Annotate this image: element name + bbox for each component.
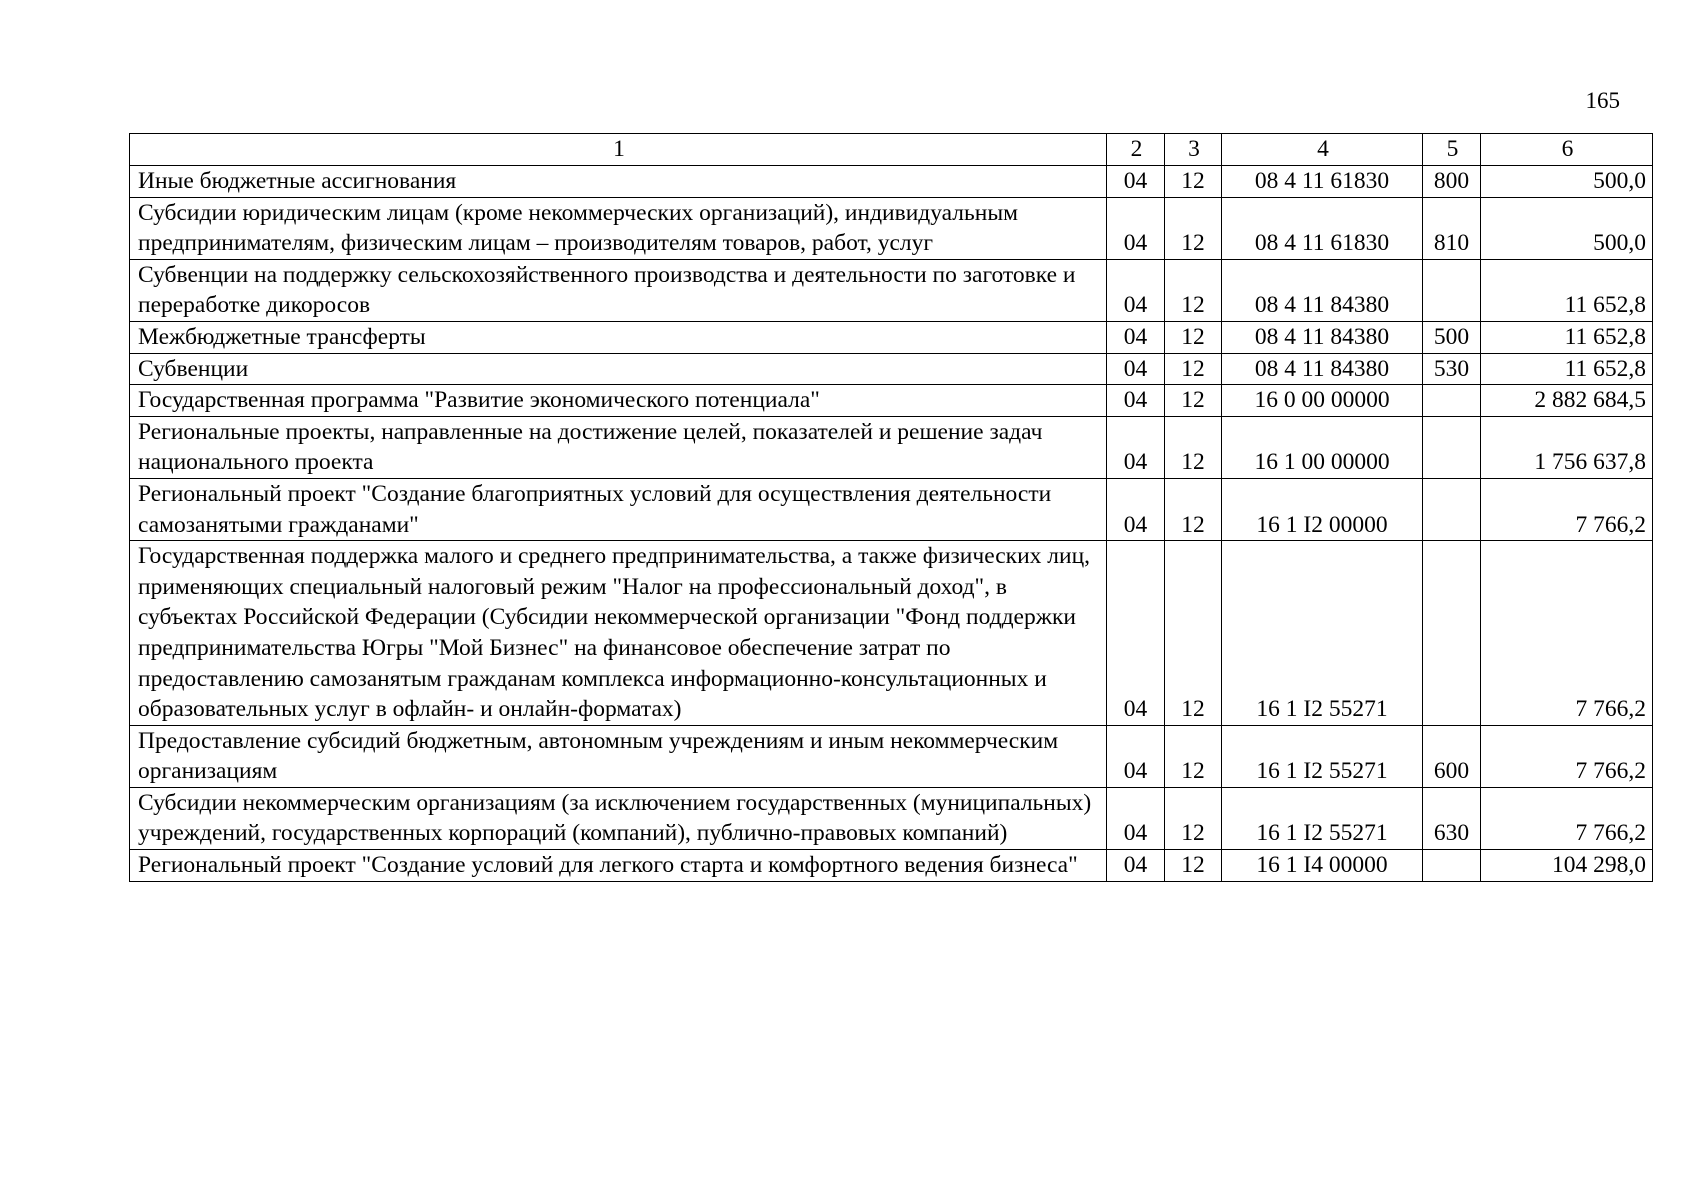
row-section: 04 [1107,321,1165,353]
row-expense-type [1423,385,1481,417]
row-amount: 1 756 637,8 [1481,416,1653,478]
row-amount: 500,0 [1481,197,1653,259]
row-section: 04 [1107,787,1165,849]
row-expense-type: 600 [1423,725,1481,787]
budget-table [129,133,1653,882]
table-row [130,541,1653,726]
row-expense-type: 500 [1423,321,1481,353]
row-amount: 11 652,8 [1481,259,1653,321]
row-expense-type [1423,259,1481,321]
row-section: 04 [1107,385,1165,417]
row-target: 16 1 I4 00000 [1222,850,1423,882]
row-section: 04 [1107,353,1165,385]
row-section: 04 [1107,197,1165,259]
row-target: 16 0 00 00000 [1222,385,1423,417]
column-header-expense-type: 5 [1423,134,1481,166]
table-row [130,416,1653,478]
row-amount: 500,0 [1481,166,1653,198]
row-name: Государственная программа "Развитие экономического потенциала" [130,385,1107,417]
table-row [130,197,1653,259]
table-row [130,259,1653,321]
table-row [130,353,1653,385]
row-subsection: 12 [1165,259,1222,321]
table-row [130,478,1653,540]
row-expense-type: 630 [1423,787,1481,849]
row-amount: 2 882 684,5 [1481,385,1653,417]
row-expense-type: 800 [1423,166,1481,198]
row-target: 08 4 11 61830 [1222,197,1423,259]
column-header-amount: 6 [1481,134,1653,166]
column-header-name: 1 [130,134,1107,166]
row-subsection: 12 [1165,850,1222,882]
row-target: 16 1 I2 55271 [1222,541,1423,726]
row-section: 04 [1107,416,1165,478]
row-section: 04 [1107,541,1165,726]
row-section: 04 [1107,478,1165,540]
row-name: Иные бюджетные ассигнования [130,166,1107,198]
column-header-target: 4 [1222,134,1423,166]
row-target: 16 1 I2 55271 [1222,725,1423,787]
row-subsection: 12 [1165,725,1222,787]
row-target: 08 4 11 84380 [1222,321,1423,353]
table-row [130,321,1653,353]
row-name: Субвенции на поддержку сельскохозяйственного производства и деятельности по заготовке и переработке дикоросов [130,259,1107,321]
row-amount: 11 652,8 [1481,353,1653,385]
row-name: Субсидии некоммерческим организациям (за исключением государственных (муниципальных) учреждений, государственных корпораций (компаний), публично-правовых компаний) [130,787,1107,849]
row-target: 08 4 11 84380 [1222,353,1423,385]
row-subsection: 12 [1165,166,1222,198]
row-section: 04 [1107,850,1165,882]
row-amount: 104 298,0 [1481,850,1653,882]
page-number: 165 [1585,88,1620,113]
row-subsection: 12 [1165,385,1222,417]
column-header-section: 2 [1107,134,1165,166]
row-name: Государственная поддержка малого и среднего предпринимательства, а также физических лиц, применяющих специальный налоговый режим "Налог на профессиональный доход", в субъектах Российской Федерации (Субсидии некоммерческой организации "Фонд поддержки предпринимательства Югры "Мой Бизнес" на финансовое обеспечение затрат по предоставлению самозанятым гражданам комплекса информационно-консультационных и образовательных услуг в офлайн- и онлайн-форматах) [130,541,1107,726]
row-name: Региональные проекты, направленные на достижение целей, показателей и решение задач национального проекта [130,416,1107,478]
table-row [130,385,1653,417]
table-header-row [130,134,1653,166]
table-row [130,725,1653,787]
table-row [130,850,1653,882]
row-expense-type [1423,850,1481,882]
row-section: 04 [1107,725,1165,787]
table-row [130,787,1653,849]
row-subsection: 12 [1165,478,1222,540]
row-name: Субвенции [130,353,1107,385]
column-header-subsection: 3 [1165,134,1222,166]
row-subsection: 12 [1165,197,1222,259]
row-target: 16 1 00 00000 [1222,416,1423,478]
row-expense-type: 810 [1423,197,1481,259]
row-subsection: 12 [1165,787,1222,849]
row-name: Предоставление субсидий бюджетным, автономным учреждениям и иным некоммерческим организациям [130,725,1107,787]
row-name: Субсидии юридическим лицам (кроме некоммерческих организаций), индивидуальным предпринимателям, физическим лицам – производителям товаров, работ, услуг [130,197,1107,259]
row-amount: 11 652,8 [1481,321,1653,353]
row-amount: 7 766,2 [1481,541,1653,726]
row-expense-type [1423,416,1481,478]
row-target: 16 1 I2 55271 [1222,787,1423,849]
row-section: 04 [1107,259,1165,321]
row-name: Региональный проект "Создание условий для легкого старта и комфортного ведения бизнеса" [130,850,1107,882]
row-section: 04 [1107,166,1165,198]
row-amount: 7 766,2 [1481,725,1653,787]
row-name: Региональный проект "Создание благоприятных условий для осуществления деятельности самозанятыми гражданами" [130,478,1107,540]
row-subsection: 12 [1165,541,1222,726]
row-subsection: 12 [1165,353,1222,385]
row-expense-type [1423,478,1481,540]
row-target: 08 4 11 84380 [1222,259,1423,321]
row-subsection: 12 [1165,416,1222,478]
row-expense-type [1423,541,1481,726]
row-subsection: 12 [1165,321,1222,353]
table-row [130,166,1653,198]
row-amount: 7 766,2 [1481,478,1653,540]
row-expense-type: 530 [1423,353,1481,385]
row-amount: 7 766,2 [1481,787,1653,849]
row-name: Межбюджетные трансферты [130,321,1107,353]
row-target: 08 4 11 61830 [1222,166,1423,198]
row-target: 16 1 I2 00000 [1222,478,1423,540]
